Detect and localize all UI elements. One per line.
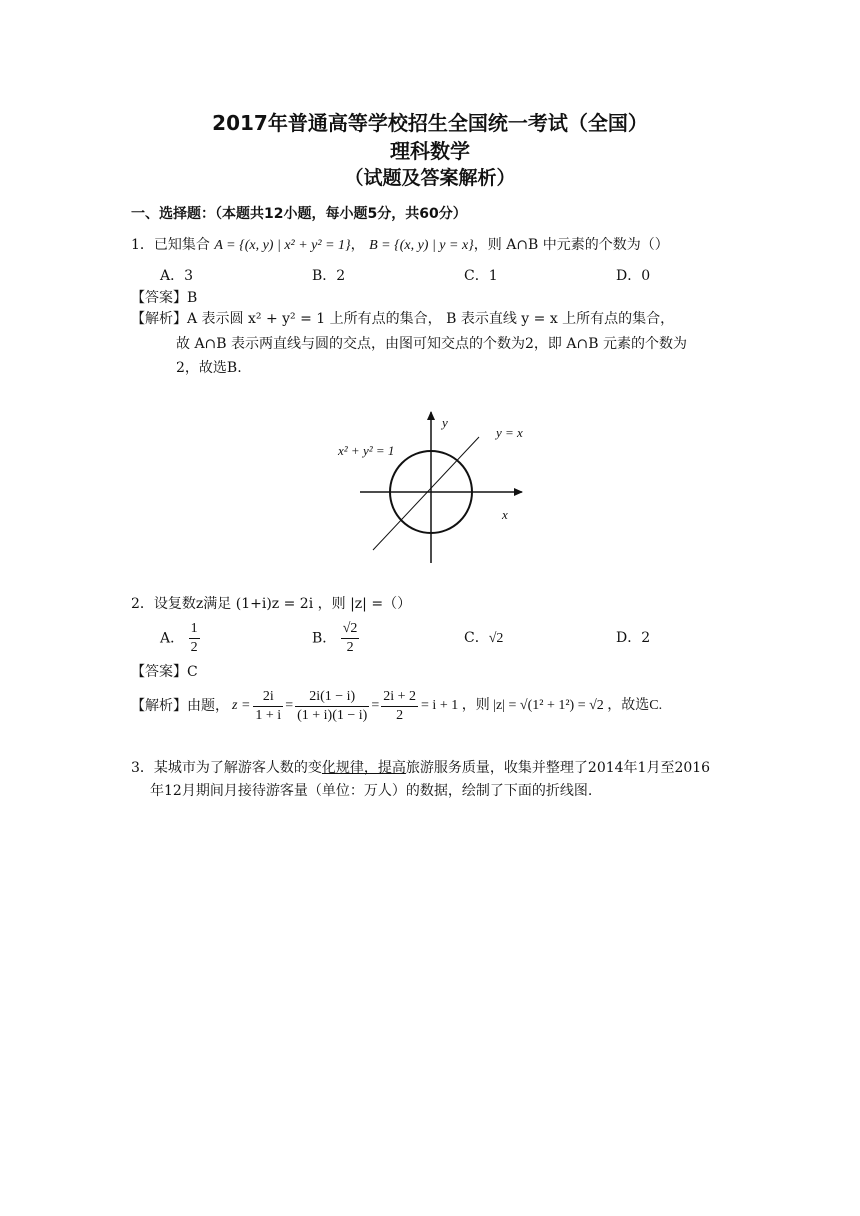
numerator: 2i bbox=[253, 688, 283, 707]
analysis-line bbox=[131, 309, 674, 329]
question-text: 某城市为了解游客人数的变 bbox=[153, 760, 322, 776]
question-3-continued: 年12月期间月接待游客量（单位：万人）的数据，绘制了下面的折线图. bbox=[150, 783, 593, 799]
option-a bbox=[160, 620, 200, 657]
denominator: 1 + i bbox=[255, 707, 282, 723]
option-b: B．2 bbox=[312, 268, 346, 284]
option-d: D．0 bbox=[616, 268, 651, 284]
denominator: 2 bbox=[346, 640, 354, 655]
answer-line bbox=[131, 662, 198, 682]
analysis-text: 由题， bbox=[187, 698, 229, 714]
circle-label: x² + y² = 1 bbox=[338, 443, 395, 458]
option-d: D．2 bbox=[616, 630, 651, 646]
numerator: 2i + 2 bbox=[381, 688, 418, 707]
analysis-text: 2，故选B. bbox=[176, 360, 242, 376]
page-title: 2017年普通高等学校招生全国统一考试（全国） bbox=[212, 111, 648, 135]
analysis-label: 【解析】 bbox=[131, 311, 187, 327]
answer-value: C bbox=[187, 664, 198, 680]
analysis-line bbox=[131, 685, 662, 727]
fraction bbox=[189, 620, 200, 657]
question-number: 3． bbox=[131, 760, 154, 776]
analysis-text: 故 A∩B 表示两直线与圆的交点，由图可知交点的个数为2，即 A∩B 元素的个数为 bbox=[176, 336, 687, 352]
fraction bbox=[253, 688, 283, 725]
question-3-stem bbox=[131, 758, 710, 778]
option-a: A．3 bbox=[160, 268, 194, 284]
option-c bbox=[464, 628, 503, 649]
y-axis-label: y bbox=[442, 415, 448, 430]
analysis-label: 【解析】 bbox=[131, 698, 187, 714]
line-label: y = x bbox=[496, 425, 523, 440]
option-prefix: C． bbox=[464, 630, 489, 646]
answer-label: 【答案】 bbox=[131, 290, 187, 306]
page-subtitle: 理科数学 bbox=[390, 139, 470, 163]
equals-sign: = bbox=[371, 698, 380, 713]
question-2-stem bbox=[131, 594, 411, 614]
question-text: ， bbox=[350, 237, 365, 253]
option-c: C．1 bbox=[464, 268, 498, 284]
numerator: 2i(1 − i) bbox=[295, 688, 369, 707]
set-b-definition: B = {(x, y) | y = x} bbox=[369, 238, 474, 253]
question-text: 旅游服务质量，收集并整理了2014年1月至2016 bbox=[405, 760, 711, 776]
x-axis-label: x bbox=[502, 507, 508, 522]
option-prefix: B． bbox=[312, 630, 337, 647]
fraction bbox=[381, 688, 418, 725]
denominator: 2 bbox=[190, 640, 198, 655]
analysis-text: = i + 1 ，则 |z| = √(1² + 1²) = √2 ，故选C. bbox=[421, 698, 663, 713]
equals-sign: = bbox=[285, 698, 294, 713]
section-heading: 一、选择题：（本题共12小题，每小题5分，共60分） bbox=[131, 206, 467, 222]
fraction bbox=[341, 620, 360, 657]
question-1-stem bbox=[131, 235, 669, 256]
option-prefix: A． bbox=[160, 630, 185, 647]
fraction bbox=[295, 688, 369, 725]
question-number: 2． bbox=[131, 596, 154, 612]
math-z: z = bbox=[232, 698, 251, 713]
question-text: ，则 A∩B 中元素的个数为（） bbox=[473, 237, 669, 253]
underlined-text: 化规律，提高 bbox=[321, 760, 406, 776]
denominator: 2 bbox=[396, 707, 404, 723]
analysis-text: A 表示圆 x² + y² = 1 上所有点的集合， B 表示直线 y = x 上所有点的集合， bbox=[187, 311, 675, 327]
answer-line bbox=[131, 288, 197, 308]
denominator: (1 + i)(1 − i) bbox=[297, 707, 368, 723]
circle-line-figure bbox=[330, 405, 540, 570]
numerator: √2 bbox=[341, 620, 360, 639]
question-text: 已知集合 bbox=[153, 237, 210, 253]
answer-value: B bbox=[187, 290, 198, 306]
question-number: 1． bbox=[131, 237, 154, 253]
option-b bbox=[312, 620, 359, 657]
page-subtitle-note: （试题及答案解析） bbox=[344, 167, 516, 189]
set-a-definition: A = {(x, y) | x² + y² = 1} bbox=[214, 238, 351, 253]
question-text: 设复数z满足 (1+i)z = 2i ，则 |z| =（） bbox=[153, 596, 412, 612]
numerator: 1 bbox=[189, 620, 200, 639]
option-value: √2 bbox=[488, 631, 504, 646]
answer-label: 【答案】 bbox=[131, 664, 187, 680]
